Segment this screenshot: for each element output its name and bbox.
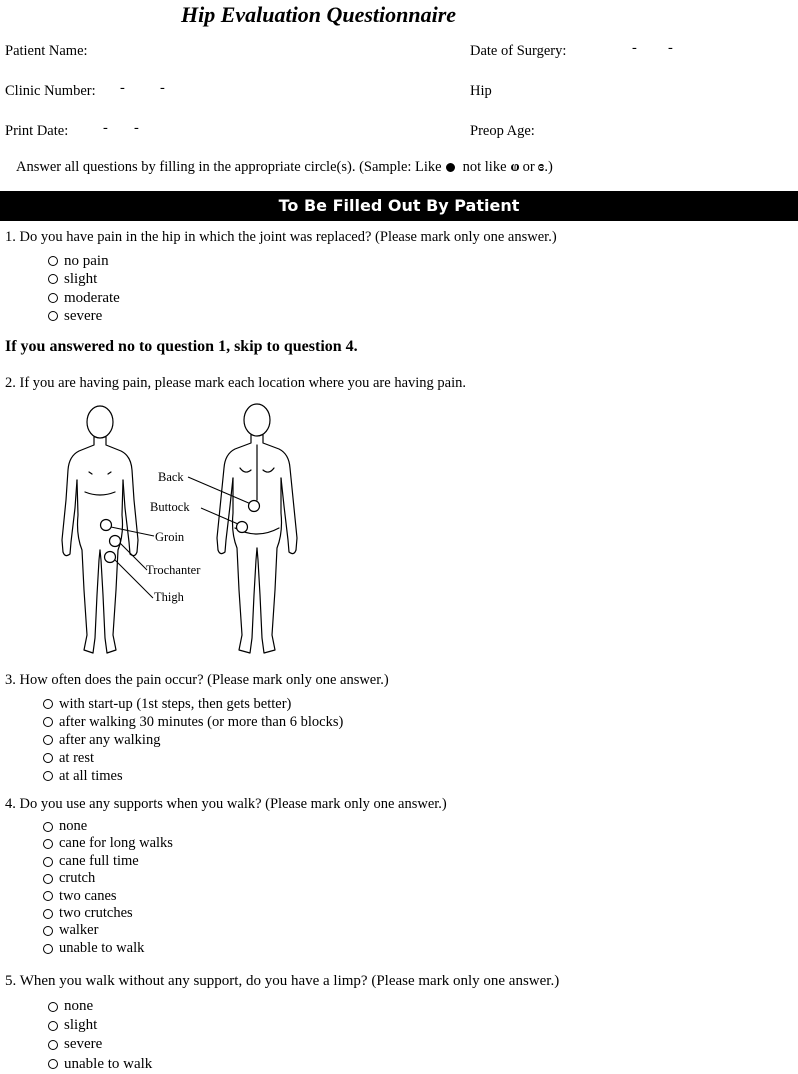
option-label: severe (64, 307, 103, 324)
filled-circle-sample-icon (446, 163, 455, 172)
clinic-number-dash-1: - (120, 80, 125, 96)
preop-age-label: Preop Age: (470, 123, 535, 139)
back-pain-circle[interactable] (249, 501, 260, 512)
label-groin: Groin (155, 530, 185, 544)
radio-circle-icon[interactable] (43, 926, 53, 936)
option-label: walker (59, 922, 99, 939)
option-label: two crutches (59, 905, 133, 922)
instructions-text: Answer all questions by filling in the appropriate circle(s). (Sample: Like (16, 159, 442, 175)
question-3-text: 3. How often does the pain occur? (Please mark only one answer.) (5, 672, 389, 688)
section-bar: To Be Filled Out By Patient (0, 191, 798, 221)
q5-option-unable-to-walk[interactable] (48, 1055, 152, 1074)
trochanter-leader-line (120, 543, 147, 570)
radio-circle-icon[interactable] (43, 944, 53, 954)
question-2-text: 2. If you are having pain, please mark each location where you are having pain. (5, 375, 466, 391)
option-label: severe (64, 1036, 103, 1053)
option-label: unable to walk (64, 1055, 153, 1072)
option-label: cane for long walks (59, 835, 173, 852)
q1-option-moderate[interactable] (48, 289, 120, 307)
q3-option-at-all-times[interactable] (43, 767, 343, 785)
radio-circle-icon[interactable] (43, 699, 53, 709)
date-of-surgery-label: Date of Surgery: (470, 43, 567, 59)
radio-circle-icon[interactable] (43, 771, 53, 781)
question-3-options (43, 695, 343, 785)
front-body-figure (62, 406, 138, 653)
q4-option-cane-full-time[interactable] (43, 853, 173, 870)
print-date-dash-2: - (134, 120, 139, 136)
radio-circle-icon[interactable] (48, 256, 58, 266)
option-label: none (64, 998, 94, 1014)
radio-circle-icon[interactable] (48, 274, 58, 284)
instructions-or: or (522, 159, 535, 175)
instructions-not-like: not like (462, 159, 507, 175)
instructions (16, 159, 553, 176)
label-thigh: Thigh (154, 590, 184, 604)
option-label: cane full time (59, 852, 139, 869)
question-1-options (48, 252, 120, 325)
radio-circle-icon[interactable] (48, 293, 58, 303)
patient-name-label: Patient Name: (5, 43, 88, 59)
radio-circle-icon[interactable] (43, 874, 53, 884)
back-body-figure (217, 404, 297, 653)
q3-option-after-30-minutes[interactable] (43, 713, 343, 731)
bad-mark-sample-1-icon: ⱷ (510, 159, 520, 175)
q4-option-none[interactable] (43, 818, 173, 835)
q4-option-unable-to-walk[interactable] (43, 940, 173, 957)
groin-leader-line (111, 527, 154, 536)
option-label: after walking 30 minutes (or more than 6 blocks) (59, 714, 344, 730)
body-diagram (55, 400, 325, 665)
surgery-date-dash-1: - (632, 40, 637, 56)
q3-option-after-any-walking[interactable] (43, 731, 343, 749)
question-1-text: 1. Do you have pain in the hip in which the joint was replaced? (Please mark only one answer.) (5, 229, 557, 245)
q1-option-no-pain[interactable] (48, 252, 120, 270)
surgery-date-dash-2: - (668, 40, 673, 56)
skip-note: If you answered no to question 1, skip to question 4. (5, 338, 358, 355)
radio-circle-icon[interactable] (48, 311, 58, 321)
option-label: unable to walk (59, 939, 145, 956)
bad-mark-sample-2-icon: ɞ (537, 159, 545, 175)
q4-option-two-crutches[interactable] (43, 905, 173, 922)
label-trochanter: Trochanter (146, 563, 201, 577)
trochanter-pain-circle[interactable] (110, 536, 121, 547)
radio-circle-icon[interactable] (43, 753, 53, 763)
option-label: slight (64, 271, 98, 288)
option-label: after any walking (59, 732, 161, 748)
option-label: with start-up (1st steps, then gets better) (59, 696, 292, 712)
q4-option-crutch[interactable] (43, 870, 173, 887)
clinic-number-label: Clinic Number: (5, 83, 96, 99)
radio-circle-icon[interactable] (43, 822, 53, 832)
question-5-options (48, 997, 152, 1074)
radio-circle-icon[interactable] (43, 735, 53, 745)
radio-circle-icon[interactable] (43, 839, 53, 849)
radio-circle-icon[interactable] (48, 1002, 58, 1012)
thigh-pain-circle[interactable] (105, 552, 116, 563)
question-4-text: 4. Do you use any supports when you walk? (Please mark only one answer.) (5, 796, 447, 812)
q4-option-cane-long-walks[interactable] (43, 835, 173, 852)
page-title: Hip Evaluation Questionnaire (181, 2, 457, 27)
q1-option-severe[interactable] (48, 307, 120, 325)
q5-option-severe[interactable] (48, 1035, 152, 1054)
q5-option-slight[interactable] (48, 1016, 152, 1035)
radio-circle-icon[interactable] (43, 857, 53, 867)
clinic-number-dash-2: - (160, 80, 165, 96)
instructions-end: .) (544, 159, 553, 175)
q4-option-two-canes[interactable] (43, 888, 173, 905)
back-leader-line (188, 477, 251, 504)
print-date-label: Print Date: (5, 123, 69, 139)
q1-option-slight[interactable] (48, 270, 120, 288)
option-label: two canes (59, 887, 117, 904)
label-back: Back (158, 470, 184, 484)
q5-option-none[interactable] (48, 997, 152, 1016)
option-label: crutch (59, 870, 96, 887)
radio-circle-icon[interactable] (48, 1021, 58, 1031)
option-label: no pain (64, 253, 109, 269)
option-label: none (59, 818, 88, 834)
radio-circle-icon[interactable] (43, 717, 53, 727)
option-label: slight (64, 1017, 98, 1034)
question-4-options (43, 818, 173, 957)
hip-label: Hip (470, 83, 492, 99)
radio-circle-icon[interactable] (43, 891, 53, 901)
q3-option-start-up[interactable] (43, 695, 343, 713)
option-label: at rest (59, 750, 95, 766)
groin-pain-circle[interactable] (101, 520, 112, 531)
radio-circle-icon[interactable] (48, 1040, 58, 1050)
radio-circle-icon[interactable] (48, 1059, 58, 1069)
question-5-text: 5. When you walk without any support, do you have a limp? (Please mark only one answer.) (5, 973, 560, 989)
q3-option-at-rest[interactable] (43, 749, 343, 767)
q4-option-walker[interactable] (43, 922, 173, 939)
option-label: at all times (59, 768, 123, 784)
option-label: moderate (64, 289, 120, 306)
radio-circle-icon[interactable] (43, 909, 53, 919)
buttock-pain-circle[interactable] (237, 522, 248, 533)
print-date-dash-1: - (103, 120, 108, 136)
label-buttock: Buttock (150, 500, 190, 514)
